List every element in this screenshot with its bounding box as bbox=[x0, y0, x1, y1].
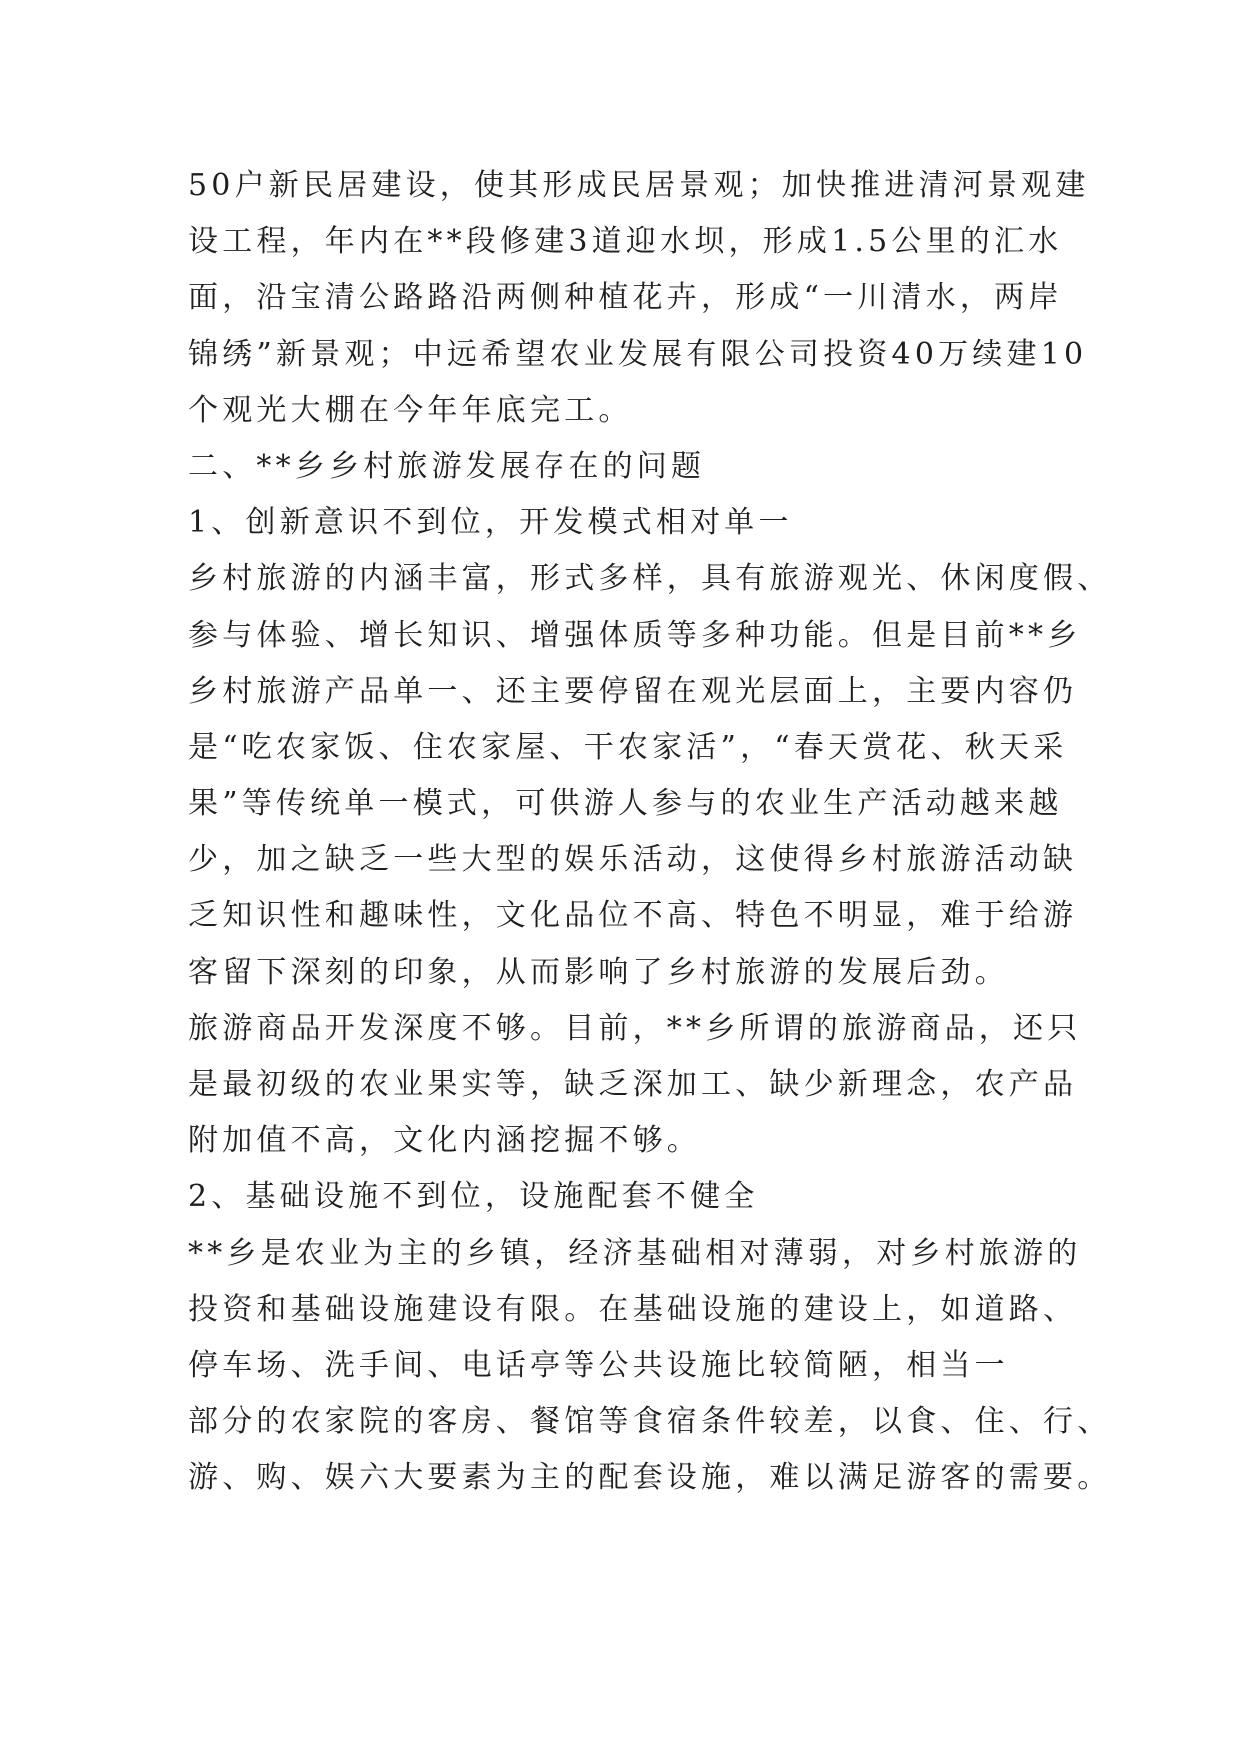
text-line: 设工程，年内在**段修建3道迎水坝，形成1.5公里的汇水 bbox=[188, 224, 1063, 260]
text-line: 是“吃农家饭、住农家屋、干农家活”，“春天赏花、秋天采 bbox=[188, 729, 1068, 765]
text-line: 乏知识性和趣味性，文化品位不高、特色不明显，难于给游 bbox=[188, 898, 1078, 934]
text-line: 是最初级的农业果实等，缺乏深加工、缺少新理念，农产品 bbox=[188, 1067, 1078, 1102]
subsection-heading: 1、创新意识不到位，开发模式相对单一 bbox=[188, 505, 793, 541]
text-line: 面，沿宝清公路路沿两侧种植花卉，形成“一川清水，两岸 bbox=[188, 280, 1063, 316]
text-line: 客留下深刻的印象，从而影响了乡村旅游的发展后劲。 bbox=[188, 954, 1009, 990]
text-line: 停车场、洗手间、电话亭等公共设施比较简陋，相当一 bbox=[188, 1347, 1009, 1383]
text-line: 50户新民居建设，使其形成民居景观；加快推进清河景观建 bbox=[188, 168, 1090, 203]
text-line: 部分的农家院的客房、餐馆等食宿条件较差，以食、住、行、 bbox=[188, 1404, 1112, 1440]
text-line: 乡村旅游产品单一、还主要停留在观光层面上，主要内容仍 bbox=[188, 673, 1078, 709]
text-line: 游、购、娱六大要素为主的配套设施，难以满足游客的需要。 bbox=[188, 1460, 1112, 1496]
text-line: 果”等传统单一模式，可供游人参与的农业生产活动越来越 bbox=[188, 786, 1063, 822]
text-line: 投资和基础设施建设有限。在基础设施的建设上，如道路、 bbox=[188, 1291, 1078, 1327]
text-line: 乡村旅游的内涵丰富，形式多样，具有旅游观光、休闲度假、 bbox=[188, 561, 1112, 597]
text-line: 附加值不高，文化内涵挖掘不够。 bbox=[188, 1123, 701, 1159]
text-line: 锦绣”新景观；中远希望农业发展有限公司投资40万续建10 bbox=[188, 336, 1088, 372]
document-body bbox=[188, 158, 1112, 1507]
text-line: 少，加之缺乏一些大型的娱乐活动，这使得乡村旅游活动缺 bbox=[188, 842, 1078, 878]
text-line: **乡是农业为主的乡镇，经济基础相对薄弱，对乡村旅游的 bbox=[188, 1235, 1082, 1271]
text-line: 个观光大棚在今年年底完工。 bbox=[188, 392, 633, 428]
subsection-heading: 2、基础设施不到位，设施配套不健全 bbox=[188, 1179, 759, 1215]
section-heading: 二、**乡乡村旅游发展存在的问题 bbox=[188, 448, 706, 484]
text-line: 参与体验、增长知识、增强体质等多种功能。但是目前**乡 bbox=[188, 617, 1082, 653]
text-line: 旅游商品开发深度不够。目前，**乡所谓的旅游商品，还只 bbox=[188, 1010, 1082, 1046]
